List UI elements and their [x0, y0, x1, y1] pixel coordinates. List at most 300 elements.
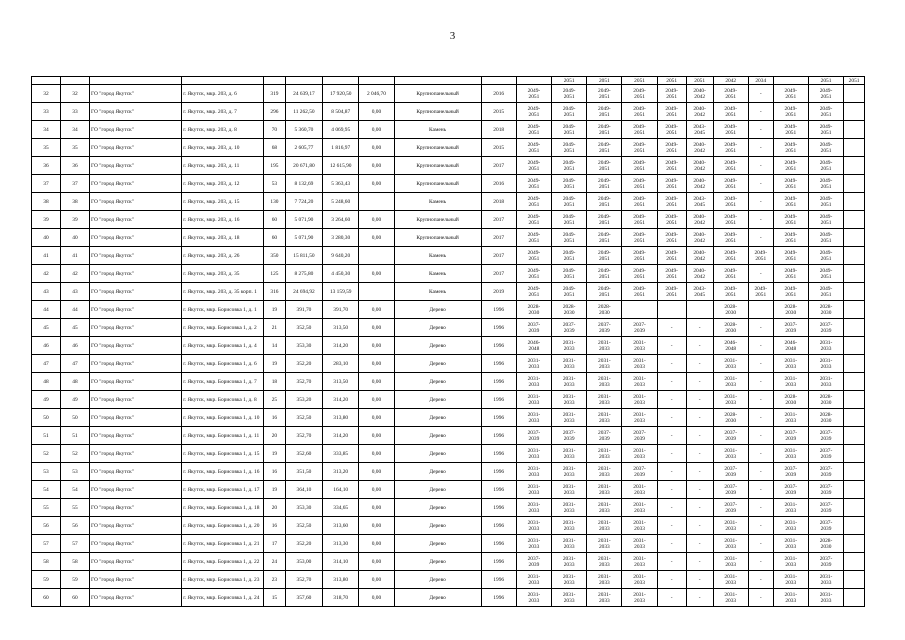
object-number-cell: 47: [61, 355, 90, 373]
table-row: [32, 103, 865, 121]
row-number-cell: 52: [32, 445, 61, 463]
object-number-cell: 55: [61, 499, 90, 517]
repair-period-cell: 2031- 2033: [552, 337, 587, 355]
area-cell: 5 363,43: [323, 175, 359, 193]
repair-period-cell: [622, 301, 657, 319]
table-row: [32, 193, 865, 211]
area-cell: 0,00: [359, 517, 394, 535]
repair-period-cell: 2049- 2051: [516, 85, 551, 103]
area-cell: 0,00: [359, 103, 394, 121]
repair-period-cell: -: [748, 355, 773, 373]
area-cell: [359, 193, 394, 211]
empty-cell: [844, 409, 865, 427]
area-cell: 0,00: [359, 445, 394, 463]
empty-cell: [844, 373, 865, 391]
repair-period-cell: 2049- 2051: [808, 265, 843, 283]
repair-period-cell: 2049- 2051: [516, 229, 551, 247]
address-cell: г. Якутск, мкр. Борисовка 1, д. 2: [182, 319, 264, 337]
repair-period-cell: -: [657, 373, 686, 391]
wall-material-cell: Крупнопанельный: [394, 85, 481, 103]
repair-period-cell: 2049- 2051: [622, 265, 657, 283]
municipality-cell: ГО "город Якутск": [90, 247, 182, 265]
repair-period-cell: 2028- 2030: [808, 535, 843, 553]
table-row: [32, 175, 865, 193]
commissioning-year-cell: 1996: [481, 355, 516, 373]
wall-material-cell: Дерево: [394, 301, 481, 319]
repair-period-cell: 2049- 2051: [657, 229, 686, 247]
repair-period-cell: 2049- 2051: [713, 103, 748, 121]
repair-period-cell: 2049- 2051: [657, 103, 686, 121]
repair-period-cell: 2031- 2033: [552, 463, 587, 481]
area-cell: 0,00: [359, 175, 394, 193]
address-cell: г. Якутск, мкр. Борисовка 1, д. 20: [182, 517, 264, 535]
residents-cell: 19: [264, 355, 286, 373]
repair-period-cell: 2028- 2030: [773, 391, 808, 409]
repair-period-cell: -: [686, 355, 713, 373]
residents-cell: 125: [264, 265, 286, 283]
empty-cell: [844, 553, 865, 571]
repair-period-cell: 2031- 2033: [516, 535, 551, 553]
area-cell: 0,00: [359, 121, 394, 139]
repair-period-cell: 2031- 2033: [587, 553, 622, 571]
repair-period-cell: 2049- 2051: [808, 139, 843, 157]
wall-material-cell: Дерево: [394, 481, 481, 499]
table-row: [32, 139, 865, 157]
wall-material-cell: Крупнопанельный: [394, 103, 481, 121]
municipality-cell: ГО "город Якутск": [90, 283, 182, 301]
repair-period-cell: 2049- 2051: [808, 175, 843, 193]
repair-period-cell: 2040- 2042: [686, 85, 713, 103]
area-cell: 314,20: [323, 391, 359, 409]
repair-period-cell: 2031- 2033: [552, 499, 587, 517]
municipality-cell: ГО "город Якутск": [90, 265, 182, 283]
wall-material-cell: Камень: [394, 193, 481, 211]
object-number-cell: 48: [61, 373, 90, 391]
repair-period-cell: -: [686, 319, 713, 337]
repair-period-cell: 2037- 2039: [808, 463, 843, 481]
repair-period-cell: 2049- 2051: [773, 85, 808, 103]
area-cell: 313,20: [323, 463, 359, 481]
area-cell: [359, 283, 394, 301]
repair-period-cell: 2049- 2051: [552, 211, 587, 229]
repair-period-cell: 2031- 2033: [808, 589, 843, 607]
row-number-cell: 51: [32, 427, 61, 445]
repair-period-cell: 2049- 2051: [587, 103, 622, 121]
object-number-cell: 41: [61, 247, 90, 265]
row-number-cell: 39: [32, 211, 61, 229]
repair-period-cell: -: [748, 265, 773, 283]
row-number-cell: 56: [32, 517, 61, 535]
wall-material-cell: Дерево: [394, 427, 481, 445]
table-row: [32, 157, 865, 175]
repair-period-cell: -: [748, 409, 773, 427]
header-year-cell: 2051: [686, 77, 713, 85]
repair-period-cell: 2049- 2051: [516, 211, 551, 229]
address-cell: г. Якутск, мкр. Борисовка 1, д. 17: [182, 481, 264, 499]
repair-period-cell: 2031- 2033: [587, 373, 622, 391]
repair-period-cell: -: [657, 481, 686, 499]
area-cell: 313,80: [323, 571, 359, 589]
repair-period-cell: -: [748, 139, 773, 157]
area-cell: 4 450,30: [323, 265, 359, 283]
repair-period-cell: 2049- 2051: [808, 103, 843, 121]
repair-period-cell: 2031- 2033: [622, 571, 657, 589]
header-year-cell: [90, 77, 182, 85]
residents-cell: 14: [264, 337, 286, 355]
commissioning-year-cell: 1996: [481, 409, 516, 427]
repair-period-cell: 2031- 2033: [587, 535, 622, 553]
area-cell: 352,20: [285, 535, 322, 553]
empty-cell: [844, 193, 865, 211]
repair-period-cell: 2031- 2033: [808, 355, 843, 373]
area-cell: 0,00: [359, 409, 394, 427]
repair-period-cell: 2049- 2051: [622, 211, 657, 229]
table-row: [32, 535, 865, 553]
repair-period-cell: 2049- 2051: [808, 193, 843, 211]
wall-material-cell: Камень: [394, 121, 481, 139]
header-year-cell: [264, 77, 286, 85]
repair-period-cell: 2028- 2030: [713, 301, 748, 319]
empty-cell: [844, 463, 865, 481]
header-year-cell: [516, 77, 551, 85]
repair-period-cell: 2037- 2039: [552, 427, 587, 445]
commissioning-year-cell: 1996: [481, 589, 516, 607]
repair-period-cell: 2031- 2033: [516, 463, 551, 481]
repair-period-cell: 2031- 2033: [622, 499, 657, 517]
repair-period-cell: 2040- 2042: [686, 247, 713, 265]
object-number-cell: 40: [61, 229, 90, 247]
header-year-cell: 2042: [713, 77, 748, 85]
repair-period-cell: 2049- 2051: [516, 157, 551, 175]
repair-period-cell: 2049- 2051: [552, 265, 587, 283]
municipality-cell: ГО "город Якутск": [90, 445, 182, 463]
address-cell: г. Якутск, мкр. Борисовка 1, д. 6: [182, 355, 264, 373]
repair-period-cell: -: [657, 517, 686, 535]
table-row: [32, 229, 865, 247]
area-cell: 12 615,90: [323, 157, 359, 175]
repair-period-cell: 2031- 2033: [713, 445, 748, 463]
area-cell: 0,00: [359, 589, 394, 607]
commissioning-year-cell: 2017: [481, 247, 516, 265]
area-cell: 2 046,70: [359, 85, 394, 103]
repair-period-cell: -: [686, 409, 713, 427]
object-number-cell: 44: [61, 301, 90, 319]
repair-period-cell: 2031- 2033: [808, 571, 843, 589]
repair-period-cell: 2031- 2033: [713, 517, 748, 535]
area-cell: [359, 247, 394, 265]
repair-period-cell: 2049- 2051: [552, 175, 587, 193]
empty-cell: [844, 211, 865, 229]
object-number-cell: 46: [61, 337, 90, 355]
repair-period-cell: 2031- 2033: [713, 373, 748, 391]
table-row: [32, 517, 865, 535]
repair-period-cell: 2049- 2051: [713, 121, 748, 139]
address-cell: г. Якутск, мкр. Борисовка 1, д. 23: [182, 571, 264, 589]
repair-period-cell: -: [686, 463, 713, 481]
header-year-cell: [285, 77, 322, 85]
repair-period-cell: 2049- 2051: [657, 211, 686, 229]
area-cell: 352,50: [285, 409, 322, 427]
empty-cell: [844, 427, 865, 445]
object-number-cell: 36: [61, 157, 90, 175]
repair-period-cell: 2049- 2051: [748, 283, 773, 301]
empty-cell: [844, 229, 865, 247]
repair-period-cell: 2028- 2030: [808, 409, 843, 427]
area-cell: 352,20: [285, 355, 322, 373]
empty-cell: [844, 301, 865, 319]
object-number-cell: 34: [61, 121, 90, 139]
commissioning-year-cell: 2018: [481, 193, 516, 211]
repair-period-cell: 2049- 2051: [516, 121, 551, 139]
repair-period-cell: 2049- 2051: [713, 175, 748, 193]
area-cell: 283,10: [323, 355, 359, 373]
area-cell: 8 504,87: [323, 103, 359, 121]
repair-period-cell: 2049- 2051: [808, 247, 843, 265]
repair-period-cell: 2049- 2051: [657, 175, 686, 193]
table-row: [32, 301, 865, 319]
repair-period-cell: 2049- 2051: [713, 193, 748, 211]
area-cell: 313,30: [323, 535, 359, 553]
repair-period-cell: 2049- 2051: [516, 139, 551, 157]
commissioning-year-cell: 1996: [481, 553, 516, 571]
housing-register-table: [31, 76, 865, 607]
repair-period-cell: 2049- 2051: [587, 265, 622, 283]
repair-period-cell: 2049- 2051: [622, 103, 657, 121]
repair-period-cell: -: [748, 589, 773, 607]
repair-period-cell: -: [686, 481, 713, 499]
municipality-cell: ГО "город Якутск": [90, 301, 182, 319]
repair-period-cell: 2049- 2051: [808, 121, 843, 139]
residents-cell: 195: [264, 157, 286, 175]
repair-period-cell: 2031- 2033: [552, 355, 587, 373]
residents-cell: 17: [264, 535, 286, 553]
repair-period-cell: 2031- 2033: [552, 409, 587, 427]
empty-cell: [844, 85, 865, 103]
repair-period-cell: 2049- 2051: [808, 211, 843, 229]
area-cell: 3 280,30: [323, 229, 359, 247]
municipality-cell: ГО "город Якутск": [90, 229, 182, 247]
empty-cell: [844, 355, 865, 373]
repair-period-cell: 2040- 2042: [686, 157, 713, 175]
repair-period-cell: -: [686, 427, 713, 445]
object-number-cell: 35: [61, 139, 90, 157]
commissioning-year-cell: 1996: [481, 373, 516, 391]
address-cell: г. Якутск, мкр. Борисовка 1, д. 11: [182, 427, 264, 445]
area-cell: 313,60: [323, 517, 359, 535]
area-cell: 0,00: [359, 319, 394, 337]
address-cell: г. Якутск, мкр. 203, д. 15: [182, 193, 264, 211]
object-number-cell: 58: [61, 553, 90, 571]
repair-period-cell: 2037- 2039: [622, 427, 657, 445]
repair-period-cell: 2031- 2033: [552, 553, 587, 571]
commissioning-year-cell: 2017: [481, 211, 516, 229]
area-cell: 0,00: [359, 391, 394, 409]
repair-period-cell: 2037- 2039: [808, 481, 843, 499]
repair-period-cell: 2031- 2033: [622, 391, 657, 409]
repair-period-cell: 2031- 2033: [587, 409, 622, 427]
address-cell: г. Якутск, мкр. Борисовка 1, д. 4: [182, 337, 264, 355]
commissioning-year-cell: 1996: [481, 481, 516, 499]
area-cell: 20 671,80: [285, 157, 322, 175]
repair-period-cell: 2031- 2033: [773, 373, 808, 391]
area-cell: 0,00: [359, 373, 394, 391]
repair-period-cell: 2031- 2033: [552, 391, 587, 409]
empty-cell: [844, 265, 865, 283]
wall-material-cell: Камень: [394, 247, 481, 265]
repair-period-cell: 2037- 2039: [773, 481, 808, 499]
repair-period-cell: 2031- 2033: [552, 589, 587, 607]
wall-material-cell: Крупнопанельный: [394, 175, 481, 193]
object-number-cell: 54: [61, 481, 90, 499]
repair-period-cell: 2037- 2039: [622, 319, 657, 337]
commissioning-year-cell: 2015: [481, 103, 516, 121]
header-year-cell: 2051: [552, 77, 587, 85]
wall-material-cell: Крупнопанельный: [394, 229, 481, 247]
area-cell: 2 605,77: [285, 139, 322, 157]
area-cell: 0,00: [359, 337, 394, 355]
residents-cell: 19: [264, 481, 286, 499]
repair-period-cell: -: [748, 535, 773, 553]
empty-cell: [844, 337, 865, 355]
repair-period-cell: [748, 301, 773, 319]
object-number-cell: 37: [61, 175, 90, 193]
table-row: [32, 409, 865, 427]
residents-cell: 60: [264, 229, 286, 247]
repair-period-cell: 2049- 2051: [808, 85, 843, 103]
repair-period-cell: 2037- 2039: [516, 427, 551, 445]
area-cell: 1 816,97: [323, 139, 359, 157]
repair-period-cell: -: [686, 337, 713, 355]
repair-period-cell: 2040- 2042: [686, 229, 713, 247]
table-header-row: [32, 77, 865, 85]
header-year-cell: 2051: [808, 77, 843, 85]
repair-period-cell: -: [657, 499, 686, 517]
row-number-cell: 36: [32, 157, 61, 175]
table-row: [32, 589, 865, 607]
municipality-cell: ГО "город Якутск": [90, 175, 182, 193]
header-year-cell: [481, 77, 516, 85]
wall-material-cell: Дерево: [394, 373, 481, 391]
wall-material-cell: Дерево: [394, 535, 481, 553]
area-cell: 5 071,90: [285, 229, 322, 247]
repair-period-cell: 2049- 2051: [748, 247, 773, 265]
repair-period-cell: 2049- 2051: [773, 121, 808, 139]
repair-period-cell: 2031- 2033: [713, 355, 748, 373]
area-cell: 8 275,80: [285, 265, 322, 283]
repair-period-cell: 2031- 2033: [516, 481, 551, 499]
repair-period-cell: 2049- 2051: [552, 247, 587, 265]
repair-period-cell: 2031- 2033: [622, 553, 657, 571]
area-cell: 13 159,59: [323, 283, 359, 301]
wall-material-cell: Дерево: [394, 445, 481, 463]
address-cell: г. Якутск, мкр. 203, д. 12: [182, 175, 264, 193]
municipality-cell: ГО "город Якутск": [90, 409, 182, 427]
repair-period-cell: 2049- 2051: [622, 175, 657, 193]
object-number-cell: 42: [61, 265, 90, 283]
repair-period-cell: 2049- 2051: [713, 265, 748, 283]
repair-period-cell: 2031- 2033: [773, 409, 808, 427]
commissioning-year-cell: 2015: [481, 139, 516, 157]
table-row: [32, 499, 865, 517]
repair-period-cell: 2046- 2048: [773, 337, 808, 355]
wall-material-cell: Крупнопанельный: [394, 157, 481, 175]
repair-period-cell: -: [686, 535, 713, 553]
table-row: [32, 337, 865, 355]
empty-cell: [844, 121, 865, 139]
table-row: [32, 481, 865, 499]
commissioning-year-cell: 1996: [481, 337, 516, 355]
residents-cell: 21: [264, 319, 286, 337]
wall-material-cell: Дерево: [394, 391, 481, 409]
repair-period-cell: -: [748, 571, 773, 589]
repair-period-cell: 2049- 2051: [552, 85, 587, 103]
repair-period-cell: 2049- 2051: [657, 247, 686, 265]
empty-cell: [844, 571, 865, 589]
address-cell: г. Якутск, мкр. Борисовка 1, д. 7: [182, 373, 264, 391]
repair-period-cell: 2040- 2042: [686, 211, 713, 229]
municipality-cell: ГО "город Якутск": [90, 157, 182, 175]
area-cell: 0,00: [359, 553, 394, 571]
repair-period-cell: 2049- 2051: [552, 121, 587, 139]
repair-period-cell: 2028- 2030: [713, 319, 748, 337]
area-cell: 0,00: [359, 157, 394, 175]
repair-period-cell: 2031- 2033: [622, 481, 657, 499]
row-number-cell: 53: [32, 463, 61, 481]
repair-period-cell: 2031- 2033: [713, 391, 748, 409]
repair-period-cell: 2049- 2051: [773, 193, 808, 211]
address-cell: г. Якутск, мкр. 203, д. 10: [182, 139, 264, 157]
object-number-cell: 60: [61, 589, 90, 607]
repair-period-cell: -: [686, 517, 713, 535]
row-number-cell: 45: [32, 319, 61, 337]
address-cell: г. Якутск, мкр. Борисовка 1, д. 15: [182, 445, 264, 463]
table-body: [32, 77, 865, 607]
table-row: [32, 247, 865, 265]
repair-period-cell: 2049- 2051: [587, 229, 622, 247]
area-cell: 24 639,17: [285, 85, 322, 103]
row-number-cell: 58: [32, 553, 61, 571]
area-cell: 314,20: [323, 427, 359, 445]
repair-period-cell: 2031- 2033: [587, 391, 622, 409]
wall-material-cell: Дерево: [394, 553, 481, 571]
object-number-cell: 39: [61, 211, 90, 229]
repair-period-cell: 2031- 2033: [622, 517, 657, 535]
repair-period-cell: 2049- 2051: [713, 85, 748, 103]
municipality-cell: ГО "город Якутск": [90, 463, 182, 481]
repair-period-cell: -: [748, 319, 773, 337]
residents-cell: 23: [264, 571, 286, 589]
repair-period-cell: -: [686, 553, 713, 571]
repair-period-cell: -: [748, 481, 773, 499]
commissioning-year-cell: 2016: [481, 85, 516, 103]
object-number-cell: 49: [61, 391, 90, 409]
row-number-cell: 54: [32, 481, 61, 499]
residents-cell: 296: [264, 103, 286, 121]
repair-period-cell: 2028- 2030: [808, 391, 843, 409]
repair-period-cell: 2043- 2045: [686, 283, 713, 301]
area-cell: 352,70: [285, 373, 322, 391]
area-cell: 11 262,50: [285, 103, 322, 121]
area-cell: 0,00: [359, 535, 394, 553]
repair-period-cell: 2028- 2030: [713, 409, 748, 427]
residents-cell: 70: [264, 121, 286, 139]
municipality-cell: ГО "город Якутск": [90, 193, 182, 211]
repair-period-cell: -: [686, 445, 713, 463]
repair-period-cell: 2031- 2033: [773, 535, 808, 553]
area-cell: 9 640,20: [323, 247, 359, 265]
repair-period-cell: 2049- 2051: [657, 121, 686, 139]
address-cell: г. Якутск, мкр. Борисовка 1, д. 1: [182, 301, 264, 319]
